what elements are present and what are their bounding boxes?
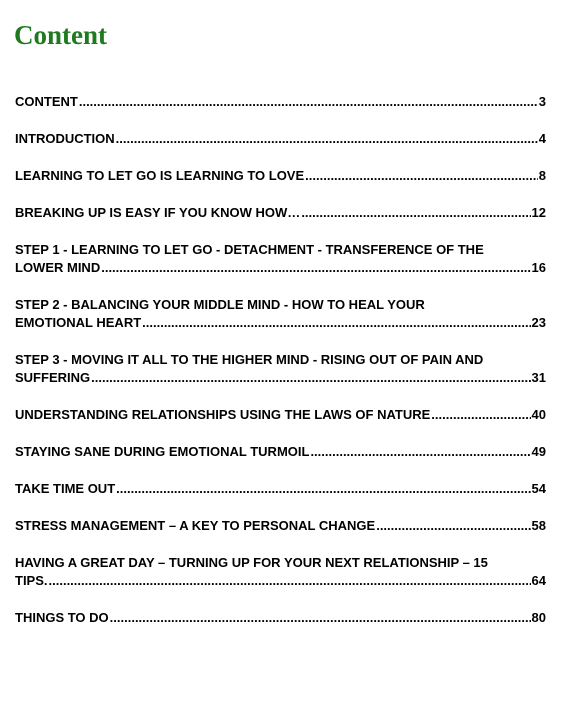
toc-page-number: 3 — [538, 94, 546, 109]
table-of-contents — [15, 93, 546, 646]
toc-entry[interactable] — [15, 351, 546, 387]
toc-page-number: 8 — [538, 168, 546, 183]
toc-entry-title: SUFFERING — [15, 370, 91, 385]
toc-entry-line — [15, 351, 546, 369]
toc-page-number: 23 — [531, 315, 546, 330]
toc-entry-line — [15, 130, 546, 148]
toc-entry[interactable] — [15, 443, 546, 461]
toc-entry-title: CONTENT — [15, 94, 78, 109]
toc-entry-line — [15, 259, 546, 277]
toc-entry[interactable] — [15, 204, 546, 222]
toc-entry[interactable] — [15, 130, 546, 148]
toc-entry-line — [15, 572, 546, 590]
toc-entry-line — [15, 369, 546, 387]
toc-page-number: 54 — [531, 481, 546, 496]
toc-entry-title: STEP 2 - BALANCING YOUR MIDDLE MIND - HOW TO HEAL YOUR — [15, 297, 425, 312]
toc-entry-line — [15, 406, 546, 424]
dot-leader — [305, 167, 538, 185]
toc-entry-title: STAYING SANE DURING EMOTIONAL TURMOIL — [15, 444, 310, 459]
dot-leader — [79, 93, 538, 111]
toc-page-number: 80 — [531, 610, 546, 625]
toc-entry-line — [15, 443, 546, 461]
dot-leader — [301, 204, 530, 222]
toc-entry-title: HAVING A GREAT DAY – TURNING UP FOR YOUR NEXT RELATIONSHIP – 15 — [15, 555, 488, 570]
toc-entry-title: TAKE TIME OUT — [15, 481, 116, 496]
toc-page-number: 64 — [531, 573, 546, 588]
toc-entry-line — [15, 204, 546, 222]
dot-leader — [110, 609, 531, 627]
toc-entry-line — [15, 314, 546, 332]
toc-entry-title: BREAKING UP IS EASY IF YOU KNOW HOW… — [15, 205, 301, 220]
toc-page-number: 16 — [531, 260, 546, 275]
toc-entry-line — [15, 517, 546, 535]
toc-page-number: 31 — [531, 370, 546, 385]
toc-entry-title: EMOTIONAL HEART — [15, 315, 142, 330]
toc-page-number: 49 — [531, 444, 546, 459]
dot-leader — [91, 369, 530, 387]
dot-leader — [116, 480, 530, 498]
toc-entry[interactable] — [15, 241, 546, 277]
toc-entry-line — [15, 93, 546, 111]
toc-entry-line — [15, 554, 546, 572]
toc-entry-title: TIPS. — [15, 573, 48, 588]
toc-entry-title: LEARNING TO LET GO IS LEARNING TO LOVE — [15, 168, 305, 183]
toc-entry[interactable] — [15, 517, 546, 535]
toc-entry-line — [15, 296, 546, 314]
toc-entry-title: STRESS MANAGEMENT – A KEY TO PERSONAL CHANGE — [15, 518, 376, 533]
toc-entry-title: STEP 1 - LEARNING TO LET GO - DETACHMENT - TRANSFERENCE OF THE — [15, 242, 484, 257]
toc-entry[interactable] — [15, 406, 546, 424]
toc-entry-line — [15, 167, 546, 185]
toc-entry[interactable] — [15, 554, 546, 590]
page-title: Content — [14, 20, 107, 50]
toc-page-number: 4 — [538, 131, 546, 146]
toc-page-number: 40 — [531, 407, 546, 422]
toc-entry[interactable] — [15, 480, 546, 498]
dot-leader — [376, 517, 530, 535]
toc-entry[interactable] — [15, 93, 546, 111]
toc-page-number: 12 — [531, 205, 546, 220]
toc-entry-line — [15, 241, 546, 259]
toc-entry-line — [15, 609, 546, 627]
toc-entry-title: THINGS TO DO — [15, 610, 109, 625]
dot-leader — [310, 443, 530, 461]
toc-entry-title: STEP 3 - MOVING IT ALL TO THE HIGHER MIND - RISING OUT OF PAIN AND — [15, 352, 484, 367]
dot-leader — [49, 572, 531, 590]
dot-leader — [142, 314, 530, 332]
toc-entry-title: INTRODUCTION — [15, 131, 115, 146]
dot-leader — [116, 130, 538, 148]
toc-entry[interactable] — [15, 609, 546, 627]
toc-entry[interactable] — [15, 167, 546, 185]
dot-leader — [101, 259, 530, 277]
toc-entry-title: LOWER MIND — [15, 260, 101, 275]
dot-leader — [431, 406, 530, 424]
toc-page-number: 58 — [531, 518, 546, 533]
toc-entry[interactable] — [15, 296, 546, 332]
toc-entry-line — [15, 480, 546, 498]
toc-entry-title: UNDERSTANDING RELATIONSHIPS USING THE LAWS OF NATURE — [15, 407, 431, 422]
